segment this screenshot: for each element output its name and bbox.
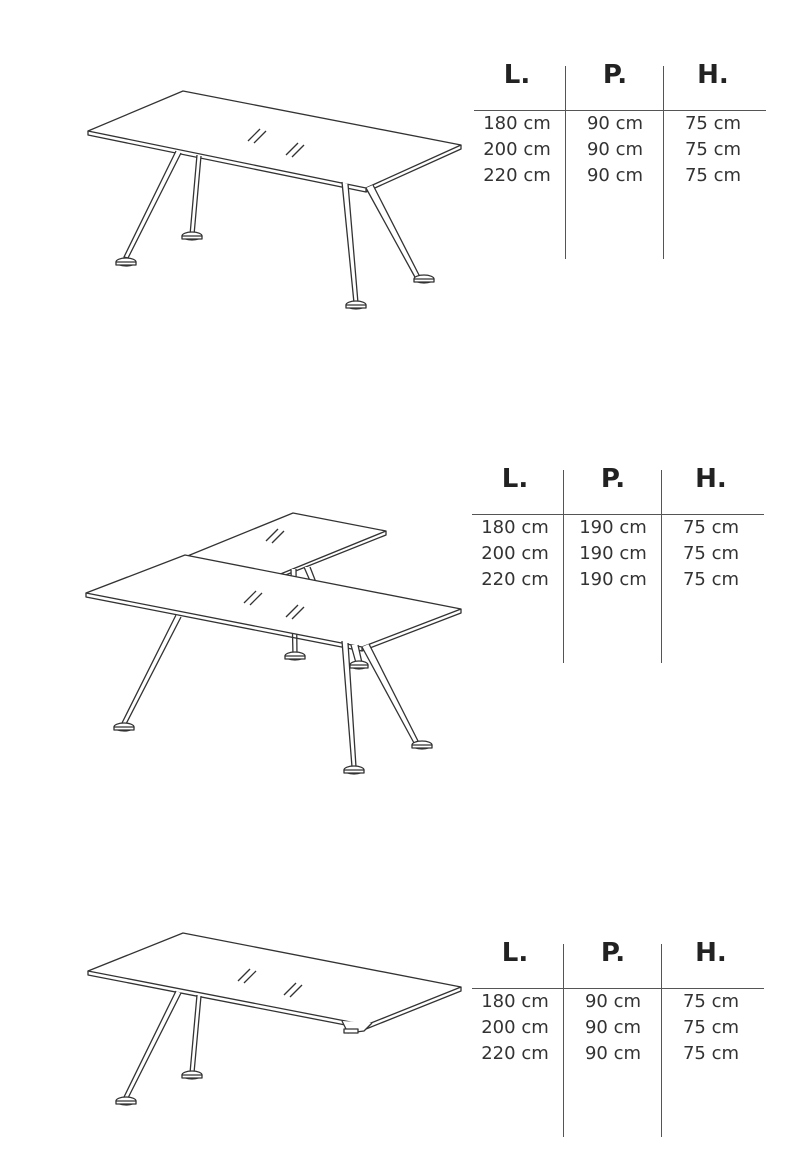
cell-height: 75 cm — [682, 991, 740, 1012]
dimensions-table — [468, 60, 768, 260]
l-shaped-desk-drawing — [80, 505, 480, 785]
cell-length: 200 cm — [483, 139, 551, 160]
dimensions-table — [466, 464, 766, 664]
cell-length: 220 cm — [483, 165, 551, 186]
cell-length: 180 cm — [483, 113, 551, 134]
cell-length: 220 cm — [481, 1043, 549, 1064]
cell-depth: 190 cm — [579, 569, 647, 590]
product-section-1 — [0, 0, 808, 340]
header-height: H. — [695, 938, 727, 968]
cell-height: 75 cm — [684, 113, 742, 134]
glass-desk-drawing — [80, 85, 480, 325]
header-height: H. — [697, 60, 729, 90]
cell-depth: 90 cm — [584, 991, 642, 1012]
header-height: H. — [695, 464, 727, 494]
cell-height: 75 cm — [682, 569, 740, 590]
cell-depth: 90 cm — [584, 1043, 642, 1064]
header-length: L. — [501, 464, 529, 494]
cell-depth: 90 cm — [586, 165, 644, 186]
product-section-2 — [0, 440, 808, 800]
cell-length: 180 cm — [481, 991, 549, 1012]
header-length: L. — [503, 60, 531, 90]
header-depth: P. — [600, 938, 626, 968]
cell-length: 180 cm — [481, 517, 549, 538]
cell-depth: 90 cm — [586, 113, 644, 134]
dimensions-table — [466, 938, 766, 1138]
cell-depth: 190 cm — [579, 543, 647, 564]
cell-height: 75 cm — [682, 1043, 740, 1064]
cell-height: 75 cm — [684, 165, 742, 186]
cell-height: 75 cm — [682, 517, 740, 538]
bracket-desk-drawing — [80, 925, 480, 1125]
cell-depth: 90 cm — [586, 139, 644, 160]
cell-height: 75 cm — [684, 139, 742, 160]
header-depth: P. — [600, 464, 626, 494]
cell-depth: 90 cm — [584, 1017, 642, 1038]
cell-length: 200 cm — [481, 1017, 549, 1038]
cell-length: 200 cm — [481, 543, 549, 564]
product-section-3 — [0, 900, 808, 1155]
cell-depth: 190 cm — [579, 517, 647, 538]
cell-height: 75 cm — [682, 543, 740, 564]
cell-length: 220 cm — [481, 569, 549, 590]
cell-height: 75 cm — [682, 1017, 740, 1038]
header-depth: P. — [602, 60, 628, 90]
header-length: L. — [501, 938, 529, 968]
